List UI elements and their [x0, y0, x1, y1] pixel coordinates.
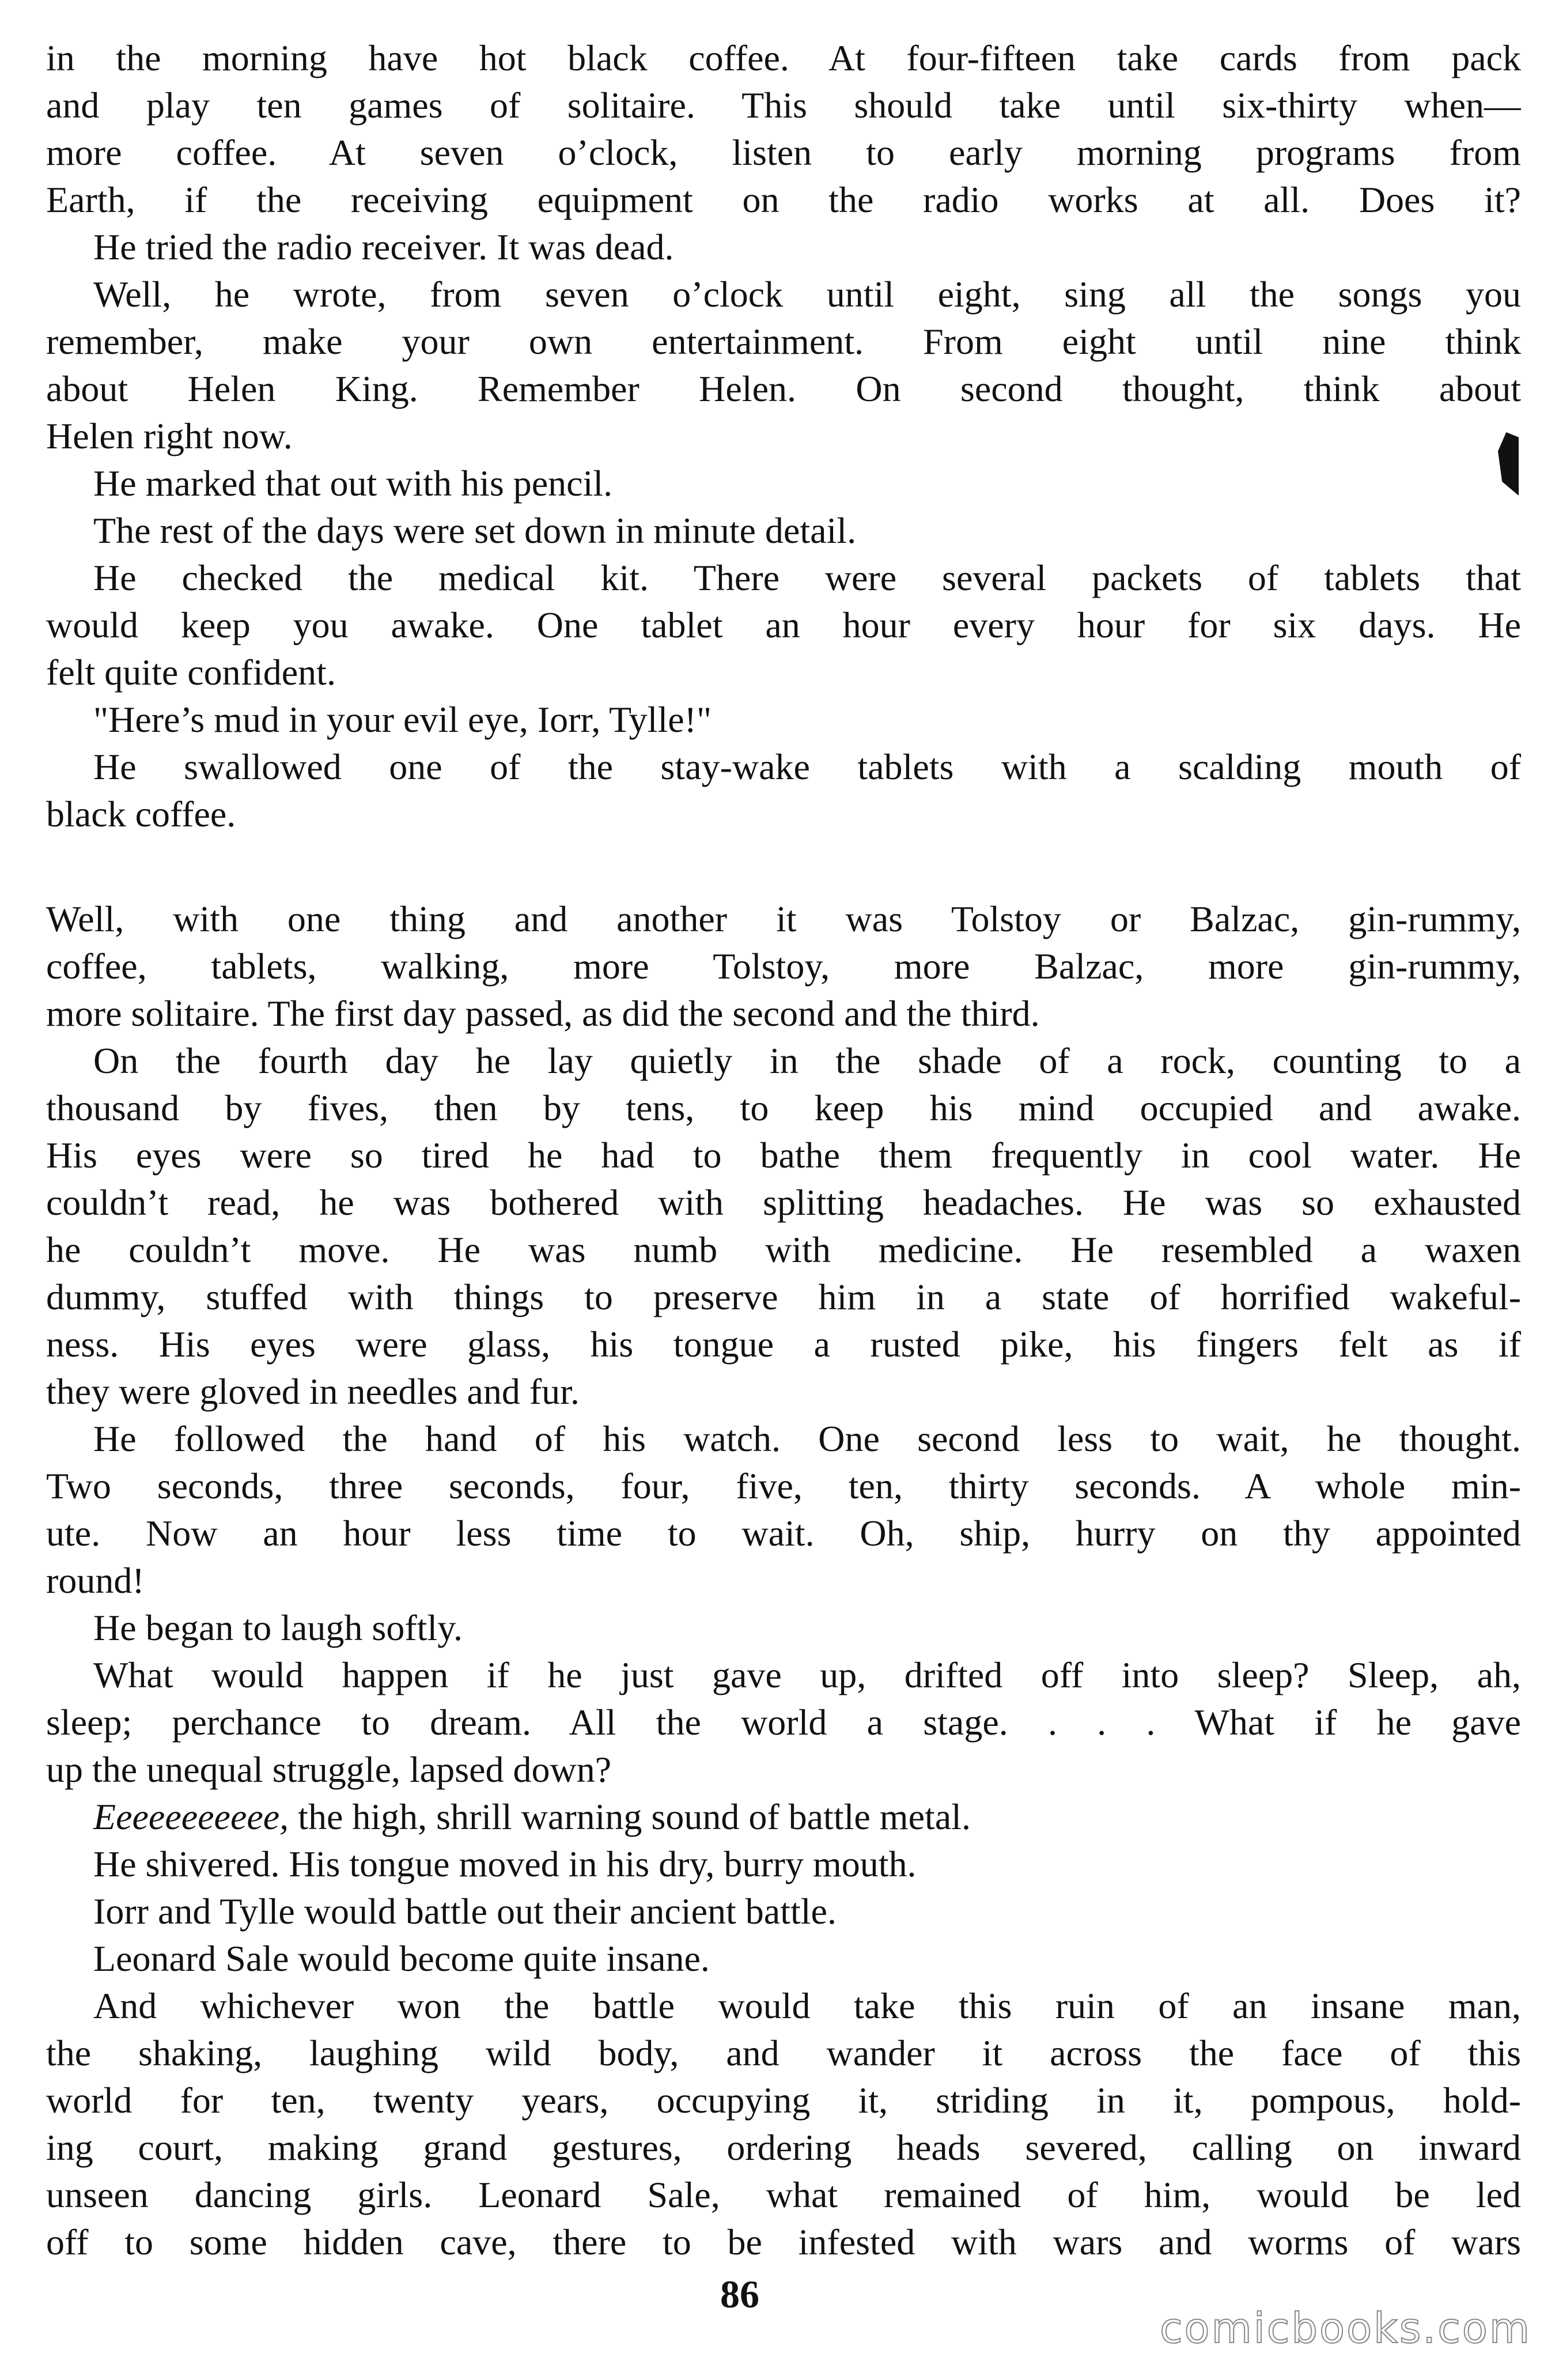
text-line: He checked the medical kit. There were several packets of tablets that: [93, 557, 1521, 598]
text-line: His eyes were so tired he had to bathe them frequently in cool water. He: [46, 1135, 1521, 1176]
text-line: On the fourth day he lay quietly in the shade of a rock, counting to a: [93, 1040, 1521, 1081]
text-line: dummy, stuffed with things to preserve him in a state of horrified wakeful-: [46, 1276, 1521, 1317]
text-line: about Helen King. Remember Helen. On second thought, think about: [46, 368, 1521, 409]
text-line: He began to laugh softly.: [93, 1607, 463, 1648]
text-line: Well, with one thing and another it was Tolstoy or Balzac, gin-rummy,: [46, 898, 1521, 939]
text-line: more coffee. At seven o’clock, listen to early morning programs from: [46, 132, 1521, 173]
text-line: unseen dancing girls. Leonard Sale, what remained of him, would be led: [46, 2174, 1521, 2215]
text-line: couldn’t read, he was bothered with splitting headaches. He was so exhausted: [46, 1182, 1521, 1223]
text-line: Helen right now.: [46, 415, 293, 456]
text-line: He marked that out with his pencil.: [93, 463, 613, 504]
text-line: would keep you awake. One tablet an hour every hour for six days. He: [46, 605, 1521, 645]
text-line: thousand by fives, then by tens, to keep his mind occupied and awake.: [46, 1087, 1521, 1128]
text-line: Iorr and Tylle would battle out their ancient battle.: [93, 1891, 837, 1932]
text-line: sleep; perchance to dream. All the world a stage. . . . What if he gave: [46, 1702, 1521, 1743]
text-line: He shivered. His tongue moved in his dry, burry mouth.: [93, 1843, 917, 1884]
text-line: The rest of the days were set down in minute detail.: [93, 510, 857, 551]
text-line: in the morning have hot black coffee. At four-fifteen take cards from pack: [46, 37, 1521, 78]
text-line: black coffee.: [46, 794, 236, 834]
text-line: world for ten, twenty years, occupying it, striding in it, pompous, hold-: [46, 2080, 1521, 2121]
watermark: comicbooks.com: [1159, 2304, 1531, 2352]
text-line: "Here’s mud in your evil eye, Iorr, Tylle!": [93, 699, 712, 740]
text-line: he couldn’t move. He was numb with medicine. He resembled a waxen: [46, 1229, 1521, 1270]
page-number: 86: [720, 2272, 759, 2316]
text-line: What would happen if he just gave up, drifted off into sleep? Sleep, ah,: [93, 1654, 1521, 1695]
text-line: more solitaire. The first day passed, as did the second and the third.: [46, 993, 1040, 1034]
text-line: up the unequal struggle, lapsed down?: [46, 1749, 612, 1790]
text-line: He followed the hand of his watch. One second less to wait, he thought.: [93, 1418, 1521, 1459]
text-line: He tried the radio receiver. It was dead.: [93, 226, 674, 267]
text-line: the shaking, laughing wild body, and wander it across the face of this: [46, 2033, 1521, 2073]
text-line: ness. His eyes were glass, his tongue a rusted pike, his fingers felt as if: [46, 1324, 1521, 1365]
text-line: Leonard Sale would become quite insane.: [93, 1938, 710, 1979]
text-line: remember, make your own entertainment. From eight until nine think: [46, 321, 1521, 362]
text-line: they were gloved in needles and fur.: [46, 1371, 580, 1412]
text-line: Well, he wrote, from seven o’clock until eight, sing all the songs you: [93, 274, 1521, 315]
text-line: round!: [46, 1560, 145, 1601]
text-line: He swallowed one of the stay-wake tablets with a scalding mouth of: [93, 746, 1521, 787]
text-line: Earth, if the receiving equipment on the radio works at all. Does it?: [46, 179, 1521, 220]
text-line: and play ten games of solitaire. This should take until six-thirty when—: [46, 85, 1521, 126]
text-line: Eeeeeeeeeee, the high, shrill warning sound of battle metal.: [93, 1796, 971, 1837]
book-page: [46, 35, 1521, 2317]
text-line: off to some hidden cave, there to be infested with wars and worms of wars: [46, 2222, 1521, 2262]
text-line: ing court, making grand gestures, ordering heads severed, calling on inward: [46, 2127, 1521, 2168]
text-line: coffee, tablets, walking, more Tolstoy, more Balzac, more gin-rummy,: [46, 946, 1521, 987]
text-line: felt quite confident.: [46, 652, 336, 693]
text-line: And whichever won the battle would take this ruin of an insane man,: [93, 1985, 1521, 2026]
text-line: ute. Now an hour less time to wait. Oh, ship, hurry on thy appointed: [46, 1513, 1521, 1554]
text-line: Two seconds, three seconds, four, five, ten, thirty seconds. A whole min-: [46, 1465, 1521, 1506]
